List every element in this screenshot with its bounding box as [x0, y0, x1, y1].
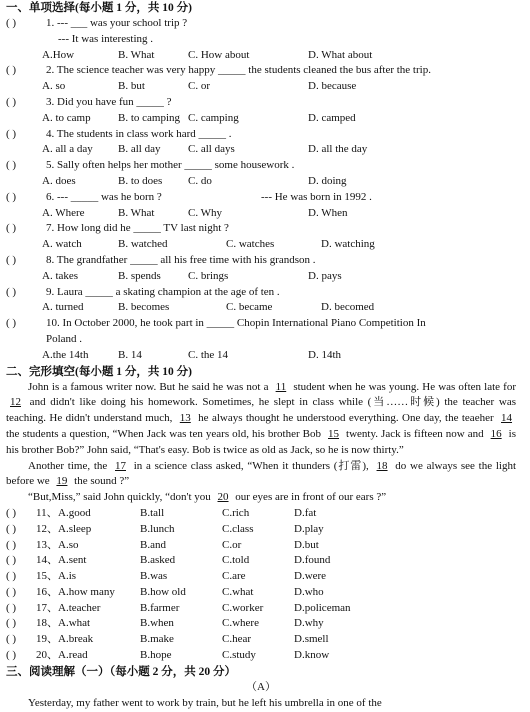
option-c: C. watches	[226, 238, 275, 251]
option-row	[36, 111, 516, 127]
question-row	[6, 95, 516, 111]
option-b: B.and	[140, 538, 166, 551]
option-d: D.policeman	[294, 601, 351, 614]
passage-text: student when he was young. He was often late for	[290, 380, 516, 393]
answer-blank[interactable]: ( )	[6, 649, 17, 662]
question-row	[6, 190, 516, 206]
option-c: C.told	[222, 554, 250, 567]
passage-text: the sound ?”	[71, 475, 130, 488]
question-row	[6, 16, 516, 32]
option-a: A.read	[58, 649, 88, 662]
question-subline	[36, 32, 516, 48]
passage-text: in a science class asked, “When it thunders (打雷),	[130, 459, 373, 472]
option-c: C.or	[222, 538, 242, 551]
option-c: C. brings	[188, 269, 229, 282]
option-a: A.sleep	[58, 522, 92, 535]
question-number: 15、	[36, 570, 58, 583]
cloze-option-row	[6, 569, 516, 585]
reading-passage	[6, 696, 516, 712]
answer-blank[interactable]: ( )	[6, 554, 17, 567]
option-c: C.are	[222, 570, 246, 583]
option-b: B. all day	[118, 143, 161, 156]
question-number: 19、	[36, 633, 58, 646]
option-c: C.rich	[222, 506, 250, 519]
answer-blank[interactable]: ( )	[6, 190, 17, 203]
answer-blank[interactable]: ( )	[6, 222, 17, 235]
question-number: 16、	[36, 585, 58, 598]
answer-blank[interactable]: ( )	[6, 317, 17, 330]
option-c: C.where	[222, 617, 259, 630]
cloze-blank-number: 19	[56, 475, 68, 488]
option-c: C.what	[222, 585, 254, 598]
option-b: B.when	[140, 617, 174, 630]
passage-text: he always thought he understood everything. One day, the teaeher	[194, 412, 498, 425]
option-row	[36, 300, 516, 316]
option-c: C.class	[222, 522, 254, 535]
answer-blank[interactable]: ( )	[6, 506, 17, 519]
option-b: B.hope	[140, 649, 172, 662]
answer-blank[interactable]: ( )	[6, 601, 17, 614]
option-a: A.sent	[58, 554, 87, 567]
question-row	[6, 285, 516, 301]
option-d: D.who	[294, 585, 324, 598]
cloze-option-row	[6, 632, 516, 648]
cloze-option-row	[6, 601, 516, 617]
answer-blank[interactable]: ( )	[6, 17, 17, 29]
question-number: 18、	[36, 617, 58, 630]
cloze-blank-number: 12	[10, 396, 21, 409]
option-row	[36, 79, 516, 95]
option-a: A. to camp	[42, 111, 91, 124]
cloze-paragraph	[6, 380, 516, 459]
option-b: B. becomes	[118, 301, 170, 314]
option-b: B.farmer	[140, 601, 180, 614]
answer-blank[interactable]: ( )	[6, 285, 17, 298]
option-row	[36, 348, 516, 364]
option-a: A. takes	[42, 269, 79, 282]
option-c: C. Why	[188, 206, 223, 219]
option-a: A.How	[42, 48, 75, 61]
question-text: 6. --- _____ was he born ?	[46, 190, 162, 203]
cloze-blank-number: 15	[328, 427, 340, 440]
section1-questions	[6, 16, 516, 364]
answer-blank[interactable]: ( )	[6, 617, 17, 630]
question-text: 7. How long did he _____ TV last night ?	[46, 222, 229, 235]
option-d: D.play	[294, 522, 324, 535]
option-b: B.tall	[140, 506, 165, 519]
cloze-option-row	[6, 553, 516, 569]
cloze-blank-number: 18	[376, 459, 388, 472]
option-d: D.why	[294, 617, 324, 630]
question-row	[6, 221, 516, 237]
option-b: B. What	[118, 48, 155, 61]
passage-text: “But,Miss,” said John quickly, “don't you	[28, 491, 214, 504]
option-b: B. spends	[118, 269, 161, 282]
question-text: 4. The students in class work hard _____ .	[46, 127, 232, 140]
question-number: 11、	[36, 506, 58, 519]
cloze-blank-number: 14	[501, 412, 513, 425]
option-b: B.was	[140, 570, 168, 583]
cloze-option-row	[6, 585, 516, 601]
option-d: D.were	[294, 570, 327, 583]
answer-blank[interactable]: ( )	[6, 570, 17, 583]
option-a: A.the 14th	[42, 348, 89, 361]
question-text: 2. The science teacher was very happy _____ the students cleaned the bus after the trip.	[46, 64, 431, 77]
cloze-blank-number: 20	[217, 491, 229, 504]
passage-text: is his brother Bob?” John said, “That's easy. Bob is twice as old as Jack, so he is now thirty.”	[6, 427, 517, 456]
option-a: A.teacher	[58, 601, 101, 614]
option-a: A.good	[58, 506, 91, 519]
section3-title: 三、阅读理解（一）（每小题 2 分，共 20 分）	[6, 665, 236, 678]
reading-first-line: Yesterday, my father went to work by train, but he left his umbrella in one of the	[28, 696, 382, 709]
option-d: D. watching	[321, 238, 375, 251]
answer-blank[interactable]: ( )	[6, 253, 17, 266]
question-number: 14、	[36, 554, 58, 567]
answer-blank[interactable]: ( )	[6, 95, 17, 108]
cloze-blank-number: 11	[275, 380, 287, 393]
section1-title: 一、单项选择(每小题 1 分，共 10 分)	[6, 2, 192, 14]
option-a: A. does	[42, 174, 76, 187]
option-d: D. all the day	[308, 143, 368, 156]
option-d: D. What about	[308, 48, 373, 61]
question-number: 12、	[36, 522, 58, 535]
question-row	[6, 63, 516, 79]
option-a: A. turned	[42, 301, 84, 314]
option-b: B.how old	[140, 585, 186, 598]
option-row	[36, 174, 516, 190]
question-text: 9. Laura _____ a skating champion at the age of ten .	[46, 285, 280, 298]
cloze-option-row	[6, 616, 516, 632]
passage-text: twenty. Jack is fifteen now and	[343, 427, 487, 440]
option-b: B.make	[140, 633, 174, 646]
option-c: C. do	[188, 174, 212, 187]
answer-blank[interactable]: ( )	[6, 159, 17, 172]
option-row	[36, 142, 516, 158]
option-row	[36, 206, 516, 222]
cloze-blank-number: 16	[490, 427, 502, 440]
option-row	[36, 237, 516, 253]
cloze-option-row	[6, 648, 516, 664]
option-c: C. camping	[188, 111, 239, 124]
option-d: D. When	[308, 206, 348, 219]
option-b: B.lunch	[140, 522, 175, 535]
option-c: C. How about	[188, 48, 250, 61]
option-d: D.know	[294, 649, 330, 662]
answer-blank[interactable]: ( )	[6, 538, 17, 551]
option-d: D.but	[294, 538, 319, 551]
option-d: D. because	[308, 80, 357, 93]
passage-text: the students a question, “When Jack was ten years old, his brother Bob	[6, 427, 325, 440]
reading-part-label: （A）	[246, 680, 276, 693]
option-b: B. but	[118, 80, 145, 93]
question-number: 20、	[36, 649, 58, 662]
answer-blank[interactable]: ( )	[6, 633, 17, 646]
option-a: A.so	[58, 538, 79, 551]
passage-text: our eyes are in front of our ears ?”	[232, 491, 387, 504]
option-c: C.worker	[222, 601, 264, 614]
option-a: A. all a day	[42, 143, 93, 156]
option-b: B. to does	[118, 174, 163, 187]
option-a: A. Where	[42, 206, 85, 219]
option-d: D. doing	[308, 174, 347, 187]
question-row	[6, 127, 516, 143]
option-c: C. became	[226, 301, 273, 314]
option-a: A. so	[42, 80, 66, 93]
question-number: 13、	[36, 538, 58, 551]
answer-blank[interactable]: ( )	[6, 585, 17, 598]
option-b: B. to camping	[118, 111, 181, 124]
answer-blank[interactable]: ( )	[6, 64, 17, 77]
option-d: D. camped	[308, 111, 356, 124]
passage-text: do we always see the light before we	[6, 459, 516, 488]
cloze-option-row	[6, 538, 516, 554]
question-continuation: --- It was interesting .	[58, 32, 153, 45]
question-text: 1. --- ___ was your school trip ?	[46, 17, 188, 29]
option-c: C. all days	[188, 143, 235, 156]
cloze-paragraph	[6, 490, 516, 506]
option-c: C. the 14	[188, 348, 229, 361]
passage-text: John is a famous writer now. But he said he was not a	[28, 380, 272, 393]
option-a: A.break	[58, 633, 94, 646]
option-b: B.asked	[140, 554, 176, 567]
option-d: D.smell	[294, 633, 329, 646]
cloze-passage	[6, 380, 516, 506]
option-d: D. becomed	[321, 301, 375, 314]
option-a: A.is	[58, 570, 77, 583]
cloze-blank-number: 13	[179, 412, 191, 425]
option-d: D. 14th	[308, 348, 341, 361]
option-b: B. watched	[118, 238, 168, 251]
option-row	[36, 48, 516, 64]
option-d: D. pays	[308, 269, 342, 282]
option-c: C. or	[188, 80, 210, 93]
question-subline	[36, 332, 516, 348]
cloze-options	[6, 506, 516, 664]
question-number: 17、	[36, 601, 58, 614]
question-text: 10. In October 2000, he took part in _____ Chopin International Piano Competition In	[46, 317, 426, 330]
question-continuation: Poland .	[46, 332, 83, 345]
passage-text: Another time, the	[28, 459, 111, 472]
cloze-blank-number: 17	[115, 459, 126, 472]
option-b: B. What	[118, 206, 155, 219]
option-d: D.fat	[294, 506, 317, 519]
option-c: C.hear	[222, 633, 252, 646]
question-text: 5. Sally often helps her mother _____ some housework .	[46, 159, 295, 172]
cloze-paragraph	[6, 459, 516, 491]
question-row	[6, 316, 516, 332]
option-c: C.study	[222, 649, 256, 662]
cloze-option-row	[6, 506, 516, 522]
question-row	[6, 158, 516, 174]
passage-text: and didn't like doing his homework. Sometimes, he slept in class while (当……时候) the teacher was teaching. He didn't understand much,	[6, 396, 516, 425]
cloze-option-row	[6, 522, 516, 538]
option-b: B. 14	[118, 348, 142, 361]
question-text: 3. Did you have fun _____ ?	[46, 95, 172, 108]
answer-blank[interactable]: ( )	[6, 127, 17, 140]
answer-text: --- He was born in 1992 .	[261, 190, 372, 203]
option-a: A.how many	[58, 585, 115, 598]
option-d: D.found	[294, 554, 331, 567]
question-row	[6, 253, 516, 269]
question-text: 8. The grandfather _____ all his free time with his grandson .	[46, 253, 316, 266]
answer-blank[interactable]: ( )	[6, 522, 17, 535]
option-a: A. watch	[42, 238, 82, 251]
option-row	[36, 269, 516, 285]
option-a: A.what	[58, 617, 91, 630]
section2-title: 二、完形填空(每小题 1 分，共 10 分)	[6, 365, 192, 378]
